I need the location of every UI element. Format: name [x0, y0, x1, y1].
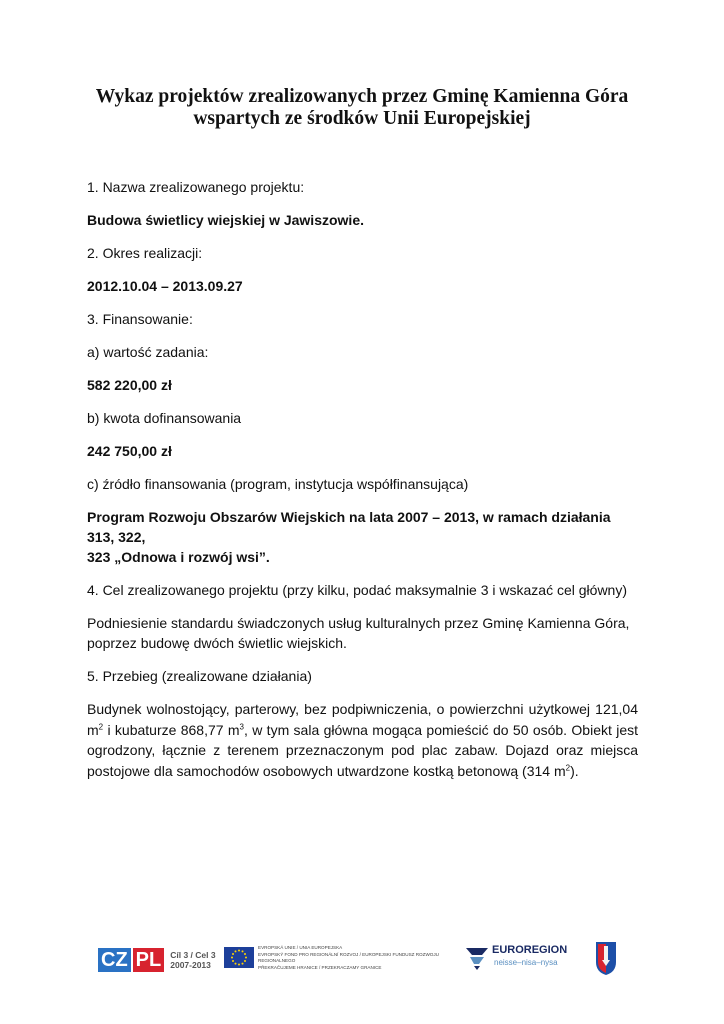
- section-3c-value-line-2: 323 „Odnowa i rozwój wsi”.: [87, 549, 270, 565]
- euroregion-mark-icon: [464, 945, 490, 971]
- section-4-value-line-2: poprzez budowę dwóch świetlic wiejskich.: [87, 635, 347, 651]
- section-5-text-2: i kubaturze 868,77 m: [103, 721, 240, 738]
- section-1-value: Budowa świetlicy wiejskiej w Jawiszowie.: [87, 212, 364, 228]
- czpl-cil-text: [170, 950, 215, 970]
- eu-flag-icon: [224, 947, 254, 968]
- section-1-label: 1. Nazwa zrealizowanego projektu:: [87, 179, 305, 195]
- eu-text-line-2: EVROPSKÝ FOND PRO REGIONÁLNÍ ROZVOJ / EUROPEJSKI FUNDUSZ ROZWOJU REGIONALNEGO: [258, 951, 439, 963]
- section-4-value: [87, 613, 638, 653]
- section-3a-label: a) wartość zadania:: [87, 344, 209, 360]
- document-body: [87, 177, 638, 781]
- euroregion-logo: [464, 943, 568, 973]
- eu-text-line-3: PŘEKRAČUJEME HRANICE / PRZEKRACZAMY GRANICE: [258, 964, 382, 970]
- section-5-sup-3: 2: [565, 762, 571, 772]
- section-2-label: 2. Okres realizacji:: [87, 245, 203, 261]
- section-4-label: 4. Cel zrealizowanego projektu (przy kilku, podać maksymalnie 3 i wskazać cel główny): [87, 582, 628, 598]
- section-2-value: 2012.10.04 – 2013.09.27: [87, 278, 243, 294]
- coat-of-arms-icon: [595, 940, 617, 976]
- section-3c-value-line-1: Program Rozwoju Obszarów Wiejskich na lata 2007 – 2013, w ramach działania 313, 322,: [87, 509, 611, 545]
- section-5-label: 5. Przebieg (zrealizowane działania): [87, 668, 312, 684]
- section-5-sup-1: 2: [98, 721, 104, 731]
- czpl-cil-line-1: Cíl 3 / Cel 3: [170, 950, 216, 960]
- section-5-text-3: , w tym sala główna mogąca pomieścić do 50 osób. Obiekt jest ogrodzony, łącznie z terenem przeznaczonym pod plac zabaw. Dojazd oraz miejsca postojowe dla samochodów osobowych utwardzone kostką betonową (314 m: [87, 721, 638, 779]
- section-3c-label: c) źródło finansowania (program, instytucja współfinansująca): [87, 476, 469, 492]
- title-line-2: wspartych ze środków Unii Europejskiej: [193, 108, 531, 129]
- eu-program-text: [258, 945, 448, 971]
- section-3b-label: b) kwota dofinansowania: [87, 410, 242, 426]
- euroregion-title: EUROREGION: [492, 944, 568, 956]
- section-5-text-4: ).: [570, 762, 579, 779]
- document-title: [60, 86, 664, 130]
- title-line-1: Wykaz projektów zrealizowanych przez Gminę Kamienna Góra: [95, 86, 629, 107]
- czpl-cil-line-2: 2007-2013: [170, 960, 211, 970]
- section-5-text-1: Budynek wolnostojący, parterowy, bez podpiwniczenia, o powierzchni użytkowej 121,04 m: [87, 701, 638, 738]
- section-4-value-line-1: Podniesienie standardu świadczonych usług kulturalnych przez Gminę Kamienna Góra,: [87, 615, 630, 631]
- czpl-pl-box: PL: [133, 948, 165, 972]
- section-5-value: [87, 699, 638, 781]
- section-3b-value: 242 750,00 zł: [87, 443, 172, 459]
- czpl-logo: [98, 945, 216, 975]
- eu-text-line-1: EVROPSKÁ UNIE / UNIA EUROPEJSKA: [258, 945, 343, 950]
- section-3c-value: [87, 507, 638, 567]
- section-3a-value: 582 220,00 zł: [87, 377, 172, 393]
- czpl-cz-box: CZ: [98, 948, 131, 972]
- section-5-sup-2: 3: [239, 721, 244, 731]
- section-3-label: 3. Finansowanie:: [87, 311, 193, 327]
- euroregion-subtitle: neisse–nisa–nysa: [494, 958, 558, 967]
- footer-logos: [90, 935, 630, 983]
